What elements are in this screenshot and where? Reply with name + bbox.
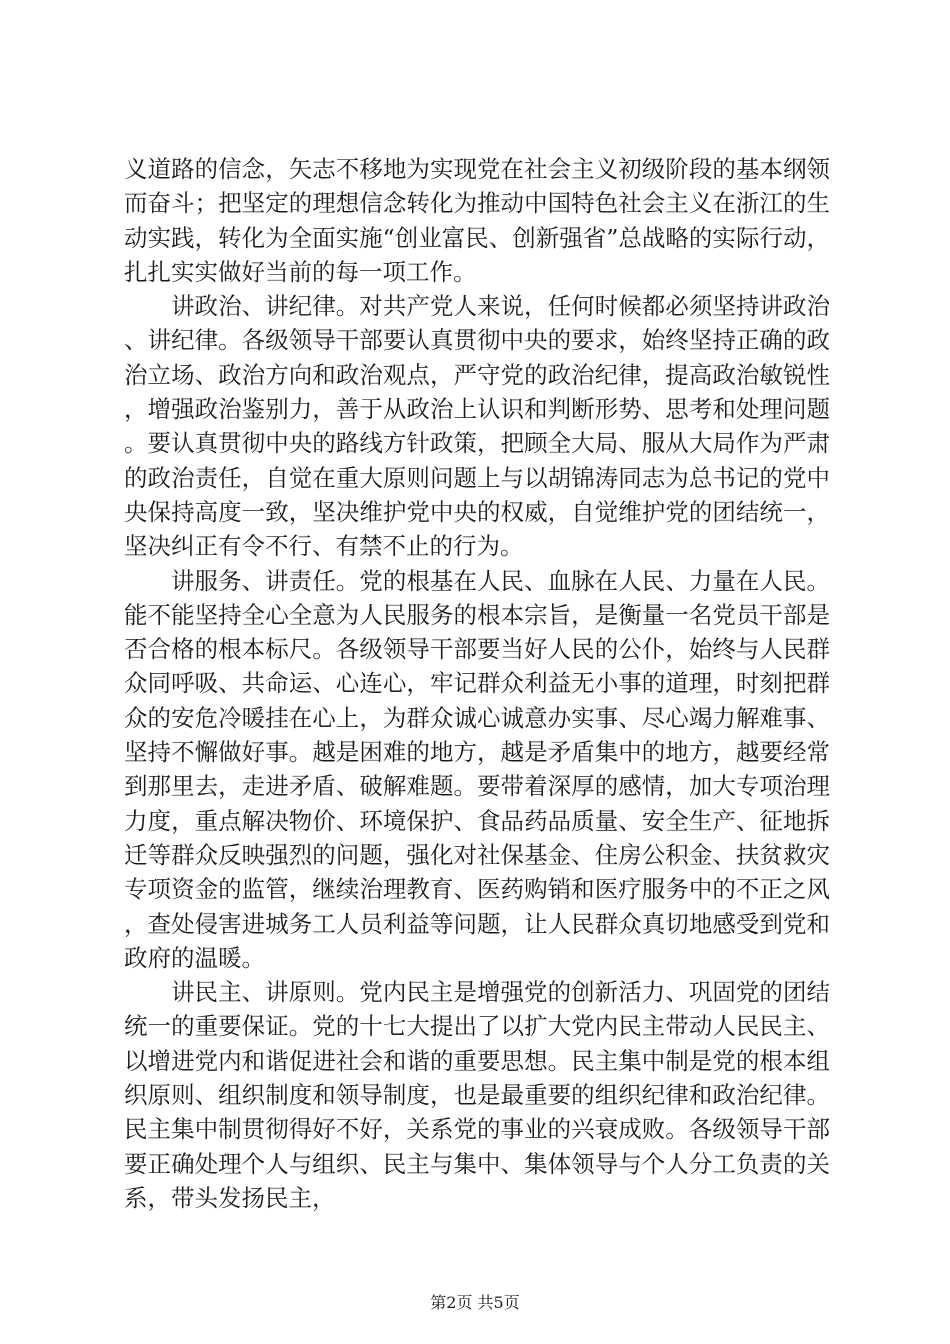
paragraph-service-responsibility: 讲服务、讲责任。党的根基在人民、血脉在人民、力量在人民。能不能坚持全心全意为人民服务的根本宗旨，是衡量一名党员干部是否合格的根本标尺。各级领导干部要当好人民的公仆，始终与人民群众同呼吸、共命运、心连心，牢记群众利益无小事的道理，时刻把群众的安危冷暖挂在心上，为群众诚心诚意办实事、尽心竭力解难事、坚持不懈做好事。越是困难的地方，越是矛盾集中的地方，越要经常到那里去，走进矛盾、破解难题。要带着深厚的感情，加大专项治理力度，重点解决物价、环境保护、食品药品质量、安全生产、征地拆迁等群众反映强烈的问题，强化对社保基金、住房公积金、扶贫救灾专项资金的监管，继续治理教育、医药购销和医疗服务中的不正之风，查处侵害进城务工人员利益等问题，让人民群众真切地感受到党和政府的温暖。 bbox=[124, 566, 830, 972]
paragraph-politics-discipline: 讲政治、讲纪律。对共产党人来说，任何时候都必须坚持讲政治、讲纪律。各级领导干部要认真贯彻中央的要求，始终坚持正确的政治立场、政治方向和政治观点，严守党的政治纪律，提高政治敏锐性，增强政治鉴别力，善于从政治上认识和判断形势、思考和处理问题。要认真贯彻中央的路线方针政策，把顾全大局、服从大局作为严肃的政治责任，自觉在重大原则问题上与以胡锦涛同志为总书记的党中央保持高度一致，坚决维护党中央的权威，自觉维护党的团结统一，坚决纠正有令不行、有禁不止的行为。 bbox=[124, 292, 830, 561]
document-body bbox=[124, 152, 830, 1215]
page-number-footer: 第2页 共5页 bbox=[430, 1293, 520, 1312]
paragraph-continuation: 义道路的信念，矢志不移地为实现党在社会主义初级阶段的基本纲领而奋斗；把坚定的理想信念转化为推动中国特色社会主义在浙江的生动实践，转化为全面实施“创业富民、创新强省”总战略的实际行动，扎扎实实做好当前的每一项工作。 bbox=[124, 155, 830, 286]
paragraph-democracy-principle: 讲民主、讲原则。党内民主是增强党的创新活力、巩固党的团结统一的重要保证。党的十七大提出了以扩大党内民主带动人民民主、以增进党内和谐促进社会和谐的重要思想。民主集中制是党的根本组织原则、组织制度和领导制度，也是最重要的组织纪律和政治纪律。民主集中制贯彻得好不好，关系党的事业的兴衰成败。各级领导干部要正确处理个人与组织、民主与集中、集体领导与个人分工负责的关系，带头发扬民主， bbox=[124, 978, 830, 1212]
